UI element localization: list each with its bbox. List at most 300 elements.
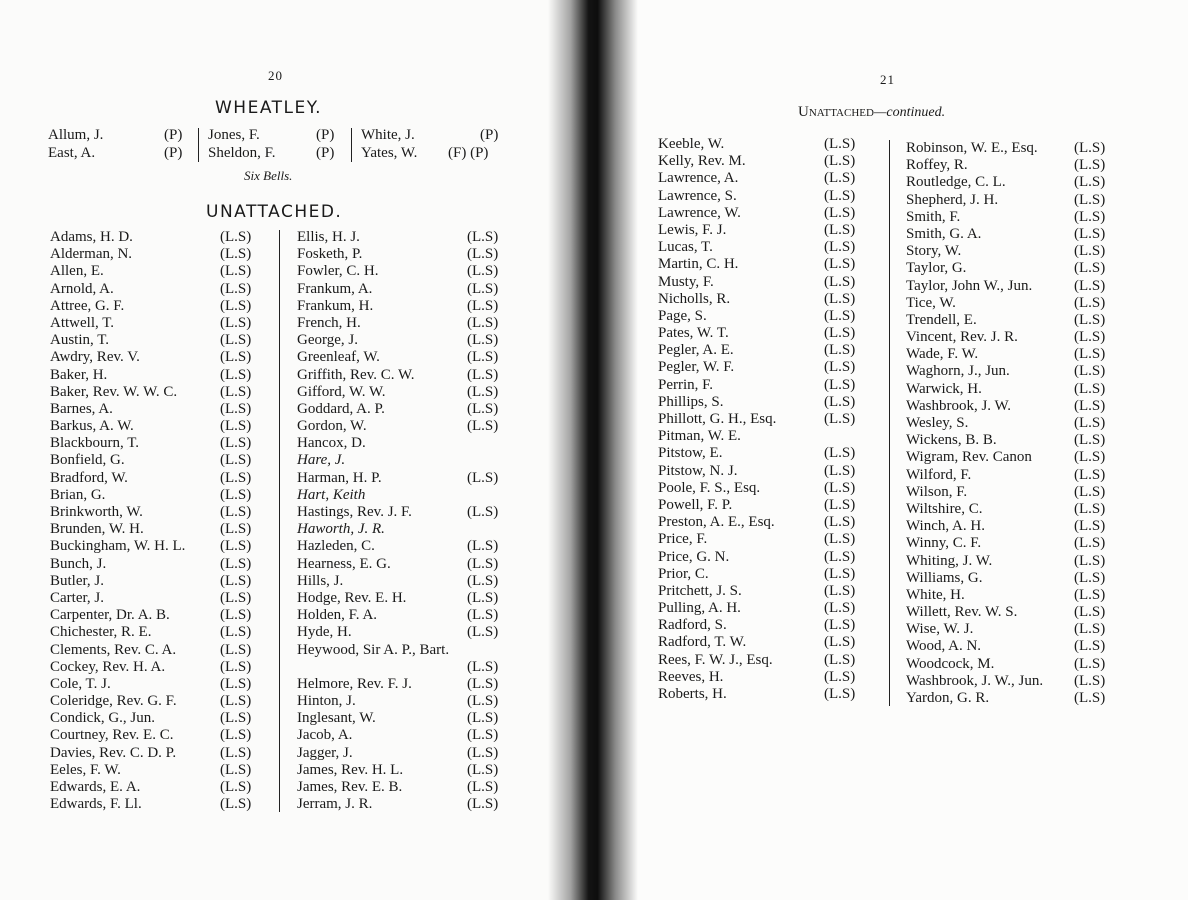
entry-name: Bunch, J. — [50, 555, 107, 572]
entry-code: (L.S) — [467, 744, 499, 761]
list-item — [50, 349, 280, 366]
list-item — [658, 239, 890, 256]
entry-name: Taylor, John W., Jun. — [906, 277, 1033, 294]
list-item — [297, 418, 521, 435]
list-item — [50, 332, 280, 349]
entry-code: (L.S) — [824, 686, 856, 702]
entry-code: (L.S) — [824, 479, 856, 496]
wheatley-code: (P) — [164, 127, 183, 143]
column-divider — [889, 140, 890, 706]
list-item — [297, 676, 521, 693]
list-item — [658, 445, 890, 462]
entry-name: Barnes, A. — [50, 400, 113, 417]
entry-code: (L.S) — [220, 607, 252, 624]
list-item — [658, 514, 890, 531]
entry-name: Haworth, J. R. — [297, 521, 385, 538]
list-item — [906, 638, 1118, 655]
entry-name: Hancox, D. — [297, 435, 366, 452]
entry-code: (L.S) — [220, 521, 252, 538]
list-item — [658, 291, 890, 308]
entry-name: Lawrence, A. — [658, 170, 739, 187]
entry-code: (L.S) — [1074, 329, 1106, 346]
entry-code: (L.S) — [824, 651, 856, 668]
entry-code: (L.S) — [220, 383, 252, 400]
entry-name: Trendell, E. — [906, 311, 977, 328]
entry-code: (L.S) — [467, 280, 499, 297]
entry-name: Wesley, S. — [906, 415, 969, 431]
list-item — [297, 229, 521, 246]
list-item — [906, 329, 1118, 346]
list-item — [297, 349, 521, 366]
name-column — [297, 229, 521, 813]
list-item — [658, 617, 890, 634]
list-item — [50, 710, 280, 727]
entry-code: (L.S) — [1074, 638, 1106, 655]
entry-code: (L.S) — [220, 349, 252, 366]
entry-name: Helmore, Rev. F. J. — [297, 675, 412, 692]
wheatley-row — [48, 127, 518, 145]
entry-code: (L.S) — [467, 383, 499, 400]
list-item — [906, 604, 1118, 621]
entry-code: (L.S) — [220, 796, 252, 813]
entry-code: (L.S) — [824, 565, 856, 582]
entry-name: Harman, H. P. — [297, 469, 382, 486]
entry-code: (L.S) — [220, 418, 252, 435]
list-item — [50, 607, 280, 624]
list-item — [658, 411, 890, 428]
entry-name: Roberts, H. — [658, 686, 727, 702]
list-item — [50, 573, 280, 590]
list-item — [297, 573, 521, 590]
list-item — [50, 246, 280, 263]
wheatley-name: Yates, W. — [361, 145, 418, 161]
entry-name: Hodge, Rev. E. H. — [297, 589, 407, 606]
entry-name: Shepherd, J. H. — [906, 191, 999, 208]
entry-code: (L.S) — [824, 221, 856, 238]
entry-name: Frankum, H. — [297, 297, 374, 314]
list-item — [658, 497, 890, 514]
entry-code: (L.S) — [1074, 621, 1106, 638]
entry-code: (L.S) — [824, 600, 856, 617]
list-item — [658, 256, 890, 273]
entry-name: Reeves, H. — [658, 668, 724, 685]
entry-name: Price, F. — [658, 531, 708, 548]
list-item — [658, 686, 890, 703]
entry-code: (L.S) — [1074, 346, 1106, 363]
entry-name: Tice, W. — [906, 294, 956, 311]
entry-name: Awdry, Rev. V. — [50, 349, 140, 366]
wheatley-name: Sheldon, F. — [208, 145, 276, 161]
entry-code: (L.S) — [220, 710, 252, 727]
entry-name: Bonfield, G. — [50, 452, 125, 469]
entry-name: Poole, F. S., Esq. — [658, 479, 761, 496]
entry-name: Perrin, F. — [658, 376, 714, 393]
entry-code: (L.S) — [1074, 552, 1106, 569]
entry-name: Pitstow, E. — [658, 445, 723, 462]
list-item — [658, 652, 890, 669]
entry-name: Cockey, Rev. H. A. — [50, 658, 166, 675]
entry-code: (L.S) — [467, 675, 499, 692]
entry-code: (L.S) — [824, 204, 856, 221]
entry-name: Eeles, F. W. — [50, 761, 121, 778]
book-gutter-shadow — [548, 0, 638, 900]
entry-code: (L.S) — [220, 332, 252, 349]
list-item — [906, 656, 1118, 673]
wheatley-row — [48, 145, 518, 163]
entry-code: (L.S) — [824, 359, 856, 376]
entry-code: (L.S) — [1074, 500, 1106, 517]
entry-code: (L.S) — [467, 314, 499, 331]
list-item — [297, 642, 521, 659]
entry-name: Attwell, T. — [50, 314, 115, 331]
entry-name: French, H. — [297, 314, 361, 331]
list-item — [906, 587, 1118, 604]
list-item — [50, 435, 280, 452]
entry-name: Austin, T. — [50, 332, 110, 349]
entry-code: (L.S) — [220, 314, 252, 331]
entry-code: (L.S) — [467, 469, 499, 486]
entry-code: (L.S) — [1074, 535, 1106, 552]
list-item — [906, 381, 1118, 398]
list-item — [658, 669, 890, 686]
entry-name: Phillips, S. — [658, 393, 724, 410]
entry-code: (L.S) — [467, 779, 499, 795]
entry-name: Jerram, J. R. — [297, 796, 373, 813]
entry-name: Clements, Rev. C. A. — [50, 641, 177, 658]
entry-name: Goddard, A. P. — [297, 400, 385, 417]
list-item — [50, 745, 280, 762]
entry-name: Arnold, A. — [50, 280, 114, 297]
entry-name: Preston, A. E., Esq. — [658, 514, 775, 531]
entry-name: Woodcock, M. — [906, 655, 995, 672]
list-item — [658, 136, 890, 153]
entry-code: (L.S) — [1074, 604, 1106, 621]
entry-code: (L.S) — [220, 727, 252, 744]
list-item — [658, 170, 890, 187]
entry-code: (L.S) — [824, 393, 856, 410]
entry-code: (L.S) — [220, 486, 252, 503]
entry-code: (L.S) — [1074, 518, 1106, 535]
entry-code: (L.S) — [220, 675, 252, 692]
list-item — [50, 727, 280, 744]
list-item — [297, 435, 521, 452]
entry-code: (L.S) — [220, 779, 252, 795]
list-item — [658, 153, 890, 170]
entry-name: George, J. — [297, 332, 358, 349]
list-item — [50, 624, 280, 641]
list-item — [297, 762, 521, 779]
list-item — [658, 549, 890, 566]
entry-name: Radford, T. W. — [658, 634, 747, 651]
wheatley-heading: WHEATLEY. — [215, 98, 323, 118]
entry-code: (L.S) — [467, 366, 499, 383]
list-item — [50, 452, 280, 469]
list-item — [658, 188, 890, 205]
entry-code: (L.S) — [220, 761, 252, 778]
entry-name: Blackbourn, T. — [50, 435, 140, 452]
entry-name: Keeble, W. — [658, 136, 725, 152]
entry-code: (L.S) — [1074, 225, 1106, 242]
entry-code: (L.S) — [467, 263, 499, 280]
entry-name: Carter, J. — [50, 589, 104, 606]
entry-code: (L.S) — [220, 435, 252, 452]
list-item — [658, 463, 890, 480]
entry-code: (L.S) — [1074, 569, 1106, 586]
entry-name: Adams, H. D. — [50, 229, 133, 245]
list-item — [50, 504, 280, 521]
list-item — [906, 157, 1118, 174]
entry-name: Winch, A. H. — [906, 518, 985, 535]
list-item — [297, 298, 521, 315]
entry-name: Washbrook, J. W. — [906, 397, 1012, 414]
right-page — [594, 0, 1188, 900]
entry-name: Coleridge, Rev. G. F. — [50, 693, 177, 710]
entry-name: Holden, F. A. — [297, 607, 378, 624]
wheatley-code: (P) — [316, 145, 335, 161]
entry-name: Wigram, Rev. Canon — [906, 449, 1032, 466]
entry-code: (L.S) — [824, 187, 856, 204]
entry-code: (L.S) — [1074, 415, 1106, 431]
entry-code: (L.S) — [1074, 311, 1106, 328]
entry-name: Jagger, J. — [297, 744, 353, 761]
entry-name: Barkus, A. W. — [50, 418, 134, 435]
entry-code: (L.S) — [824, 239, 856, 256]
entry-name: Hinton, J. — [297, 693, 356, 710]
entry-code: (L.S) — [467, 572, 499, 589]
wheatley-name: Allum, J. — [48, 127, 104, 143]
entry-name: Hills, J. — [297, 572, 344, 589]
list-item — [297, 779, 521, 796]
entry-name: Fowler, C. H. — [297, 263, 379, 280]
entry-code: (L.S) — [824, 170, 856, 187]
list-item — [906, 278, 1118, 295]
entry-name: Kelly, Rev. M. — [658, 153, 746, 170]
entry-name: Pulling, A. H. — [658, 600, 741, 617]
entry-name: Pitstow, N. J. — [658, 462, 738, 479]
list-item — [906, 690, 1118, 707]
entry-code: (L.S) — [1074, 690, 1106, 706]
entry-code: (L.S) — [1074, 243, 1106, 260]
entry-name: Jacob, A. — [297, 727, 353, 744]
entry-name: Musty, F. — [658, 273, 714, 290]
entry-name: Gifford, W. W. — [297, 383, 386, 400]
list-item — [50, 487, 280, 504]
list-item — [658, 394, 890, 411]
entry-name: Whiting, J. W. — [906, 552, 993, 569]
list-item — [906, 415, 1118, 432]
list-item — [297, 538, 521, 555]
entry-name: Allen, E. — [50, 263, 104, 280]
entry-code: (L.S) — [1074, 208, 1106, 225]
list-item — [50, 779, 280, 796]
entry-name: Pitman, W. E. — [658, 428, 741, 445]
list-item — [906, 363, 1118, 380]
entry-code: (L.S) — [467, 555, 499, 572]
column-divider — [198, 128, 199, 162]
list-item — [906, 484, 1118, 501]
entry-name: Warwick, H. — [906, 380, 982, 397]
entry-name: Butler, J. — [50, 572, 104, 589]
list-item — [50, 521, 280, 538]
entry-name: James, Rev. H. L. — [297, 761, 404, 778]
list-item — [50, 367, 280, 384]
entry-code: (L.S) — [220, 280, 252, 297]
entry-name: Story, W. — [906, 243, 962, 260]
list-item — [906, 295, 1118, 312]
entry-code: (L.S) — [824, 462, 856, 479]
entry-name: Wickens, B. B. — [906, 432, 997, 449]
list-item — [297, 452, 521, 469]
entry-name: Cole, T. J. — [50, 675, 111, 692]
list-item — [906, 673, 1118, 690]
list-item — [50, 315, 280, 332]
entry-code: (L.S) — [220, 538, 252, 555]
continued-heading-title: Unattached — [798, 104, 874, 120]
entry-code: (L.S) — [467, 710, 499, 727]
entry-name: Baker, H. — [50, 366, 108, 383]
entry-name: Robinson, W. E., Esq. — [906, 140, 1038, 156]
entry-name: Yardon, G. R. — [906, 690, 990, 706]
entry-name: Taylor, G. — [906, 260, 967, 277]
entry-name: Phillott, G. H., Esq. — [658, 411, 777, 427]
list-item — [50, 418, 280, 435]
entry-name: Nicholls, R. — [658, 290, 731, 307]
entry-code: (L.S) — [1074, 294, 1106, 311]
list-item — [297, 745, 521, 762]
list-item — [906, 432, 1118, 449]
list-item — [658, 377, 890, 394]
entry-name: Powell, F. P. — [658, 496, 733, 513]
entry-name: Buckingham, W. H. L. — [50, 538, 186, 555]
list-item — [906, 243, 1118, 260]
entry-code: (L.S) — [467, 589, 499, 606]
entry-name: Edwards, F. Ll. — [50, 796, 142, 813]
list-item — [658, 222, 890, 239]
list-item — [297, 607, 521, 624]
list-item — [658, 480, 890, 497]
entry-name: Edwards, E. A. — [50, 779, 141, 795]
entry-code: (L.S) — [220, 297, 252, 314]
entry-code: (L.S) — [220, 589, 252, 606]
entry-code: (L.S) — [1074, 157, 1106, 174]
entry-code: (L.S) — [824, 582, 856, 599]
wheatley-code: (P) — [316, 127, 335, 143]
entry-code: (L.S) — [1074, 380, 1106, 397]
list-item — [906, 192, 1118, 209]
list-item — [297, 315, 521, 332]
list-item — [658, 600, 890, 617]
list-item — [50, 298, 280, 315]
entry-code: (L.S) — [467, 727, 499, 744]
continued-heading — [798, 103, 945, 121]
entry-name: Griffith, Rev. C. W. — [297, 366, 415, 383]
entry-code: (L.S) — [824, 496, 856, 513]
entry-code: (L.S) — [824, 136, 856, 152]
entry-name: Roffey, R. — [906, 157, 968, 174]
list-item — [906, 467, 1118, 484]
entry-name: White, H. — [906, 586, 965, 603]
list-item — [658, 634, 890, 651]
entry-name: Smith, F. — [906, 208, 961, 225]
entry-code: (L.S) — [467, 297, 499, 314]
list-item — [297, 384, 521, 401]
entry-code: (L.S) — [467, 607, 499, 624]
list-item — [906, 346, 1118, 363]
entry-name: Martin, C. H. — [658, 256, 739, 273]
wheatley-code: (P) — [164, 145, 183, 161]
continued-heading-note: —continued. — [873, 105, 946, 120]
entry-code: (L.S) — [824, 668, 856, 685]
entry-name: Lewis, F. J. — [658, 221, 727, 238]
list-item — [50, 642, 280, 659]
list-item — [906, 501, 1118, 518]
entry-name: Hyde, H. — [297, 624, 352, 641]
list-item — [50, 263, 280, 280]
entry-code: (L.S) — [1074, 277, 1106, 294]
entry-name: Routledge, C. L. — [906, 174, 1006, 191]
entry-name: Pegler, W. F. — [658, 359, 735, 376]
entry-code: (L.S) — [220, 400, 252, 417]
entry-code: (L.S) — [467, 538, 499, 555]
entry-name: Hazleden, C. — [297, 538, 375, 555]
list-item — [906, 621, 1118, 638]
list-item — [50, 796, 280, 813]
entry-code: (L.S) — [220, 452, 252, 469]
list-item — [297, 470, 521, 487]
entry-name: Rees, F. W. J., Esq. — [658, 651, 773, 668]
entry-code: (L.S) — [1074, 655, 1106, 672]
list-item — [50, 556, 280, 573]
entry-code: (L.S) — [220, 366, 252, 383]
entry-code: (L.S) — [824, 290, 856, 307]
entry-code: (L.S) — [824, 325, 856, 342]
entry-name: Pritchett, J. S. — [658, 582, 742, 599]
entry-code: (L.S) — [1074, 397, 1106, 414]
entry-code: (L.S) — [220, 504, 252, 520]
list-item — [906, 570, 1118, 587]
entry-code: (L.S) — [824, 307, 856, 324]
entry-code: (L.S) — [824, 634, 856, 651]
wheatley-code: (P) — [480, 127, 499, 143]
entry-code: (L.S) — [1074, 432, 1106, 449]
entry-code: (L.S) — [1074, 449, 1106, 466]
entry-code: (L.S) — [220, 263, 252, 280]
entry-name: Hearness, E. G. — [297, 555, 391, 572]
entry-name: Lucas, T. — [658, 239, 713, 256]
entry-name: Hart, Keith — [297, 486, 366, 503]
entry-code: (L.S) — [220, 693, 252, 710]
entry-code: (L.S) — [467, 400, 499, 417]
entry-name: Hastings, Rev. J. F. — [297, 504, 412, 520]
list-item — [50, 229, 280, 246]
entry-name: Washbrook, J. W., Jun. — [906, 672, 1044, 689]
name-column — [658, 136, 890, 703]
entry-code: (L.S) — [824, 273, 856, 290]
list-item — [50, 281, 280, 298]
list-item — [658, 308, 890, 325]
entry-name: Condick, G., Jun. — [50, 710, 155, 727]
list-item — [297, 367, 521, 384]
entry-name: Frankum, A. — [297, 280, 373, 297]
entry-name: Carpenter, Dr. A. B. — [50, 607, 170, 624]
list-item — [297, 401, 521, 418]
entry-code: (L.S) — [220, 624, 252, 641]
entry-name: Pates, W. T. — [658, 325, 729, 342]
list-item — [906, 518, 1118, 535]
entry-name: Hare, J. — [297, 452, 346, 469]
entry-name: Brunden, W. H. — [50, 521, 144, 538]
list-item — [297, 246, 521, 263]
